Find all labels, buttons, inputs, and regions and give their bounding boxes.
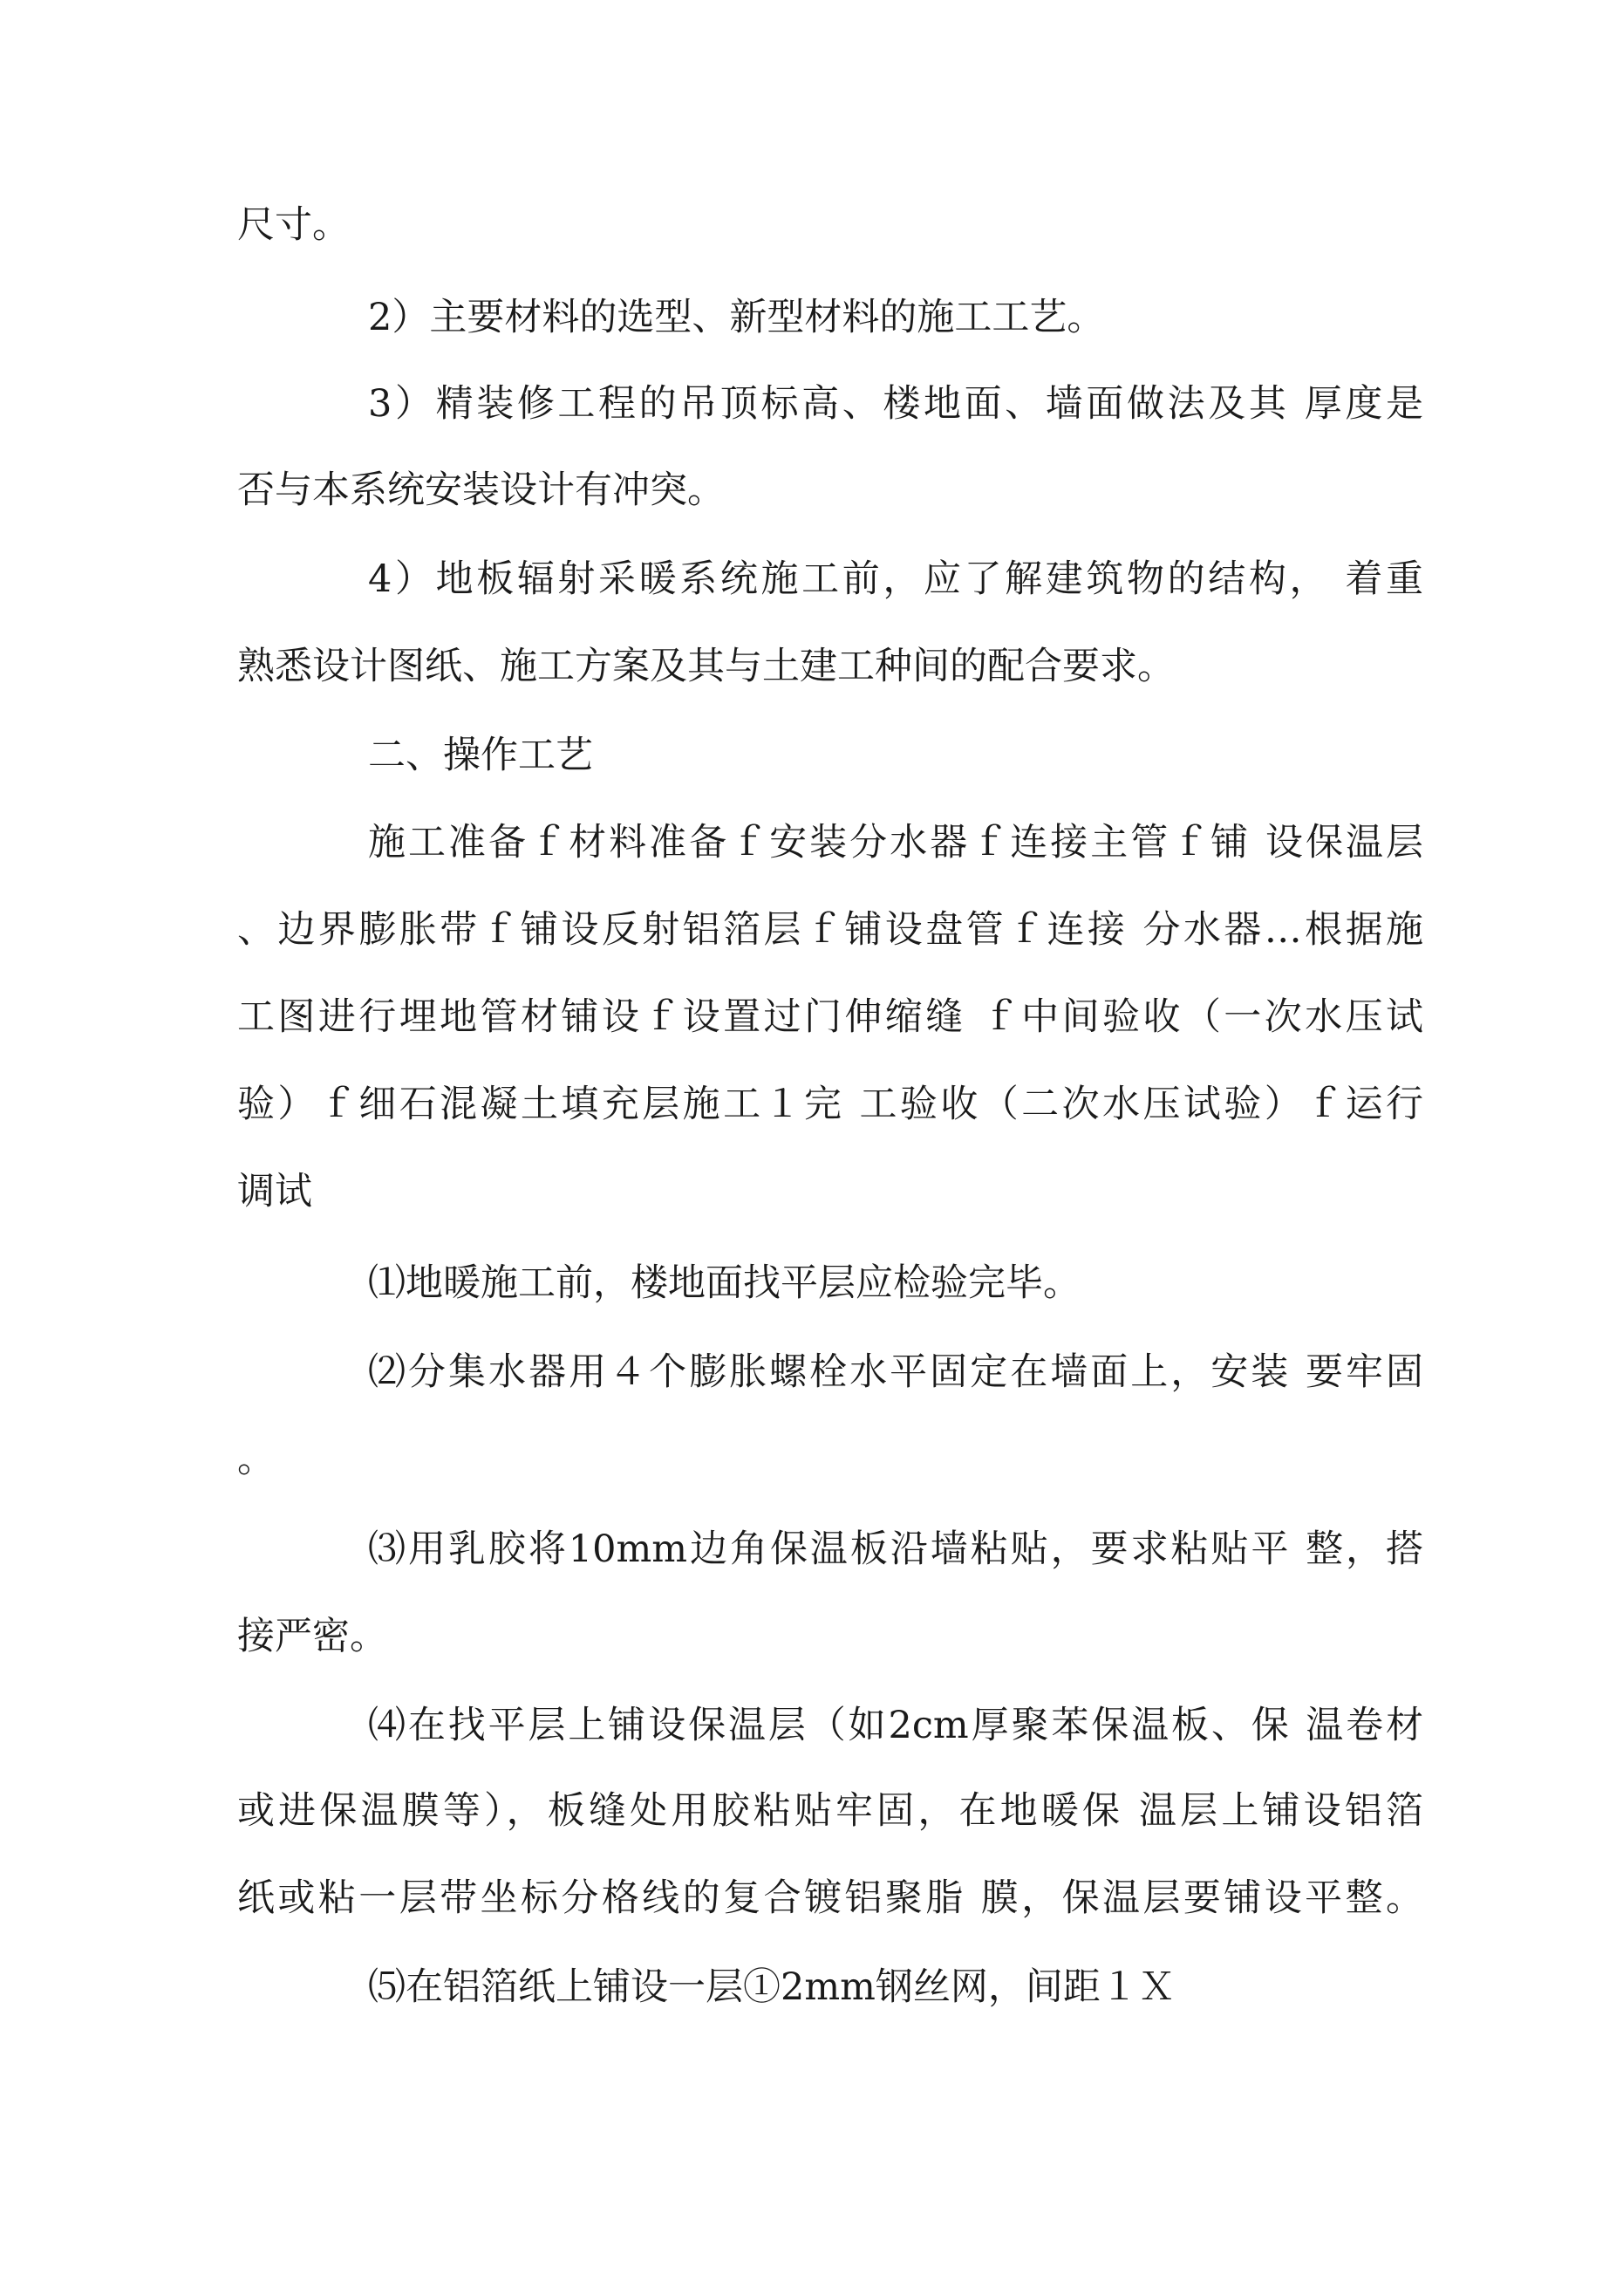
text-line: 熟悉设计图纸、施工方案及其与土建工种间的配合要求。	[237, 645, 1175, 688]
text-line: 否与本系统安装设计有冲突。	[237, 468, 725, 512]
text-line: 验）ｆ细石混凝土填充层施工１完 工验收（二次水压试验）ｆ运行	[237, 1083, 1423, 1126]
text-line: 、边界膨胀带ｆ铺设反射铝箔层ｆ铺设盘管ｆ连接 分水器…根据施	[237, 908, 1423, 952]
text-line: 4）地板辐射采暖系统施工前，应了解建筑物的结构， 着重	[368, 557, 1423, 601]
text-line: ⑴地暖施工前，楼地面找平层应检验完毕。	[368, 1261, 1081, 1305]
text-line: ⑶用乳胶将10mm边角保温板沿墙粘贴，要求粘贴平 整，搭	[368, 1527, 1423, 1571]
text-line: 接严密。	[237, 1615, 387, 1658]
text-line: 尺寸。	[237, 203, 350, 247]
text-line: ⑸在铝箔纸上铺设一层①2mm钢丝网，间距１Ｘ	[368, 1965, 1176, 2009]
text-line: 纸或粘一层带坐标分格线的复合镀铝聚脂 膜，保温层要铺设平整。	[237, 1876, 1423, 1920]
text-line: 工图进行埋地管材铺设ｆ设置过门伸缩缝 ｆ中间验收（一次水压试	[237, 995, 1423, 1039]
text-line: 施工准备ｆ材料准备ｆ安装分水器ｆ连接主管ｆ铺 设保温层	[368, 821, 1423, 864]
text-line: 。	[237, 1438, 275, 1481]
text-line: 3）精装修工程的吊顶标高、楼地面、墙面做法及其 厚度是	[368, 382, 1423, 426]
text-line: 2）主要材料的选型、新型材料的施工工艺。	[368, 296, 1105, 339]
text-line: 调试	[237, 1170, 312, 1213]
text-line: 或进保温膜等），板缝处用胶粘贴牢固，在地暖保 温层上铺设铝箔	[237, 1789, 1423, 1833]
section-heading: 二、操作工艺	[368, 734, 593, 777]
text-line: ⑵分集水器用４个膨胀螺栓水平固定在墙面上，安装 要牢固	[368, 1350, 1423, 1394]
text-line: ⑷在找平层上铺设保温层（如2cm厚聚苯保温板、保 温卷材	[368, 1704, 1423, 1747]
